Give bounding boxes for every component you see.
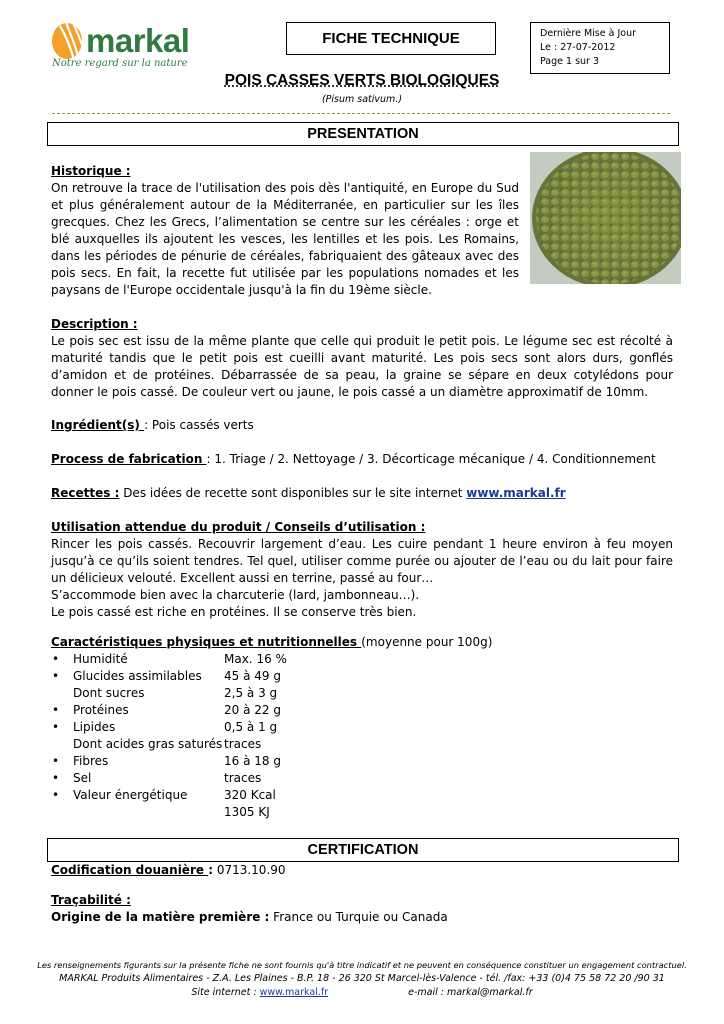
product-title (0, 72, 724, 90)
logo-wordmark: markal (86, 22, 190, 59)
nutrition-label: Lipides (73, 720, 116, 734)
update-info-box (530, 22, 670, 74)
usage-line-3: Le pois cassé est riche en protéines. Il se conserve très bien. (51, 605, 417, 619)
process-title: Process de fabrication (51, 452, 207, 466)
caracteristiques-title: Caractéristiques physiques et nutritionnelles (51, 635, 362, 649)
codification-colon: : (208, 863, 213, 877)
presentation-heading: PRESENTATION (47, 122, 679, 146)
codification-line (51, 862, 673, 879)
footer-email[interactable]: e-mail : markal@markal.fr (408, 987, 533, 998)
process-line (51, 451, 673, 468)
footer-site-label: Site internet : (191, 987, 260, 998)
logo-tagline: Notre regard sur la nature (52, 58, 188, 69)
bullet: • (52, 754, 60, 768)
ingredients-line (51, 417, 673, 434)
description-section (51, 316, 673, 401)
recettes-title: Recettes : (51, 486, 120, 500)
origine-value: France ou Turquie ou Canada (269, 910, 448, 924)
usage-section (51, 519, 673, 621)
recettes-link[interactable]: www.markal.fr (466, 486, 566, 500)
nutrition-row (0, 651, 724, 668)
page-info: Page 1 sur 3 (540, 56, 600, 67)
usage-text: Rincer les pois cassés. Recouvrir largement d’eau. Les cuire pendant 1 heure environ à feu moyen jusqu’à ce qu’ils soient tendres. Tel quel, utiliser comme purée ou ajouter de l’eau ou du lait pour faire un délicieux velouté. Excellent aussi en terrine, passé au four… (51, 537, 673, 585)
nutrition-value: 2,5 à 3 g (224, 686, 278, 700)
usage-line-2: S’accommode bien avec la charcuterie (lard, jambonneau…). (51, 588, 420, 602)
ingredients-text: : Pois cassés verts (144, 418, 254, 432)
markal-logo (50, 14, 200, 74)
bullet: • (52, 788, 60, 802)
footer (0, 958, 724, 1000)
historique-title: Historique : (51, 164, 131, 178)
description-title: Description : (51, 317, 138, 331)
nutrition-row (0, 770, 724, 787)
bullet: • (52, 669, 60, 683)
split-peas-photo (530, 152, 681, 284)
description-text: Le pois sec est issu de la même plante que celle qui produit le petit pois. Le légume sec est récolté à maturité tandis que le petit pois est cueilli avant maturité. Les pois secs sont alors durs, gonflés d’amidon et de protéines. Débarrassée de sa peau, la graine se sépare en deux cotylédons pour donner le pois cassé. De couleur vert ou jaune, le pois cassé a un diamètre approximatif de 10mm. (51, 334, 673, 399)
nutrition-label: Fibres (73, 754, 109, 768)
nutrition-value: traces (224, 771, 262, 785)
fiche-technique-label: FICHE TECHNIQUE (286, 22, 496, 55)
nutrition-label: Sel (73, 771, 92, 785)
historique-section (51, 163, 519, 299)
nutrition-value: 45 à 49 g (224, 669, 281, 683)
nutrition-row (0, 685, 724, 702)
nutrition-label: Dont sucres (73, 686, 145, 700)
bullet: • (52, 771, 60, 785)
caracteristiques-title-line (51, 634, 673, 651)
ingredients-title: Ingrédient(s) (51, 418, 145, 432)
nutrition-row (0, 736, 724, 753)
nutrition-label: Valeur énergétique (73, 788, 188, 802)
nutrition-row (0, 668, 724, 685)
nutrition-row (0, 702, 724, 719)
wheat-icon (50, 16, 90, 62)
nutrition-value: 20 à 22 g (224, 703, 281, 717)
footer-address: MARKAL Produits Alimentaires - Z.A. Les Plaines - B.P. 18 - 26 320 St Marcel-lès-Valence - tél. /fax: +33 (0)4 75 58 72 20 /90 31 (59, 973, 665, 984)
nutrition-label: Glucides assimilables (73, 669, 202, 683)
tracabilite-title: Traçabilité : (51, 893, 131, 907)
nutrition-label: Protéines (73, 703, 129, 717)
footer-contacts (0, 986, 724, 1000)
certification-heading: CERTIFICATION (47, 838, 679, 862)
nutrition-value: 16 à 18 g (224, 754, 281, 768)
origine-title: Origine de la matière première : (51, 910, 270, 924)
footer-disclaimer: Les renseignements figurants sur la présente fiche ne sont fournis qu'à titre indicatif et ne peuvent en conséquence constituer un engagement contractuel. (37, 960, 687, 970)
caracteristiques-note: (moyenne pour 100g) (361, 635, 493, 649)
product-title-text: POIS CASSES VERTS BIOLOGIQUES (224, 72, 500, 89)
header-divider (52, 113, 670, 114)
nutrition-row (0, 787, 724, 804)
nutrition-value: 0,5 à 1 g (224, 720, 278, 734)
nutrition-row (0, 753, 724, 770)
nutrition-row (0, 804, 724, 821)
tracabilite-section (51, 892, 673, 926)
usage-title: Utilisation attendue du produit / Conseils d’utilisation : (51, 520, 426, 534)
process-text: : 1. Triage / 2. Nettoyage / 3. Décorticage mécanique / 4. Conditionnement (206, 452, 656, 466)
recettes-line (51, 485, 673, 502)
bullet: • (52, 652, 60, 666)
codification-title: Codification douanière (51, 863, 209, 877)
nutrition-value: Max. 16 % (224, 652, 287, 666)
nutrition-row (0, 719, 724, 736)
codification-value: 0713.10.90 (213, 863, 286, 877)
historique-text: On retrouve la trace de l'utilisation des pois dès l'antiquité, en Europe du Sud et plus généralement autour de la Méditerranée, en particulier sur les îles grecques. Chez les Grecs, l’alimentation se centre sur les céréales : orge et blé auxquelles ils ajoutent les vesces, les lentilles et les pois. Les Romains, dans les périodes de pénurie de céréales, fabriquaient des gâteaux avec des pois secs. En fait, la recette fut utilisée par les populations nomades et les paysans de l'Europe occidentale jusqu'à la fin du 19ème siècle. (51, 181, 519, 297)
update-label: Dernière Mise à Jour (540, 28, 636, 39)
bullet: • (52, 720, 60, 734)
nutrition-value: 320 Kcal (224, 788, 276, 802)
recettes-text: Des idées de recette sont disponibles sur le site internet (119, 486, 467, 500)
footer-site-link[interactable]: www.markal.fr (259, 987, 329, 998)
bullet: • (52, 703, 60, 717)
nutrition-label: Dont acides gras saturés (73, 737, 223, 751)
nutrition-label: Humidité (73, 652, 128, 666)
latin-name: (Pisum sativum.) (321, 94, 403, 105)
nutrition-value: traces (224, 737, 262, 751)
nutrition-value: 1305 KJ (224, 805, 270, 819)
update-date: Le : 27-07-2012 (540, 42, 616, 53)
